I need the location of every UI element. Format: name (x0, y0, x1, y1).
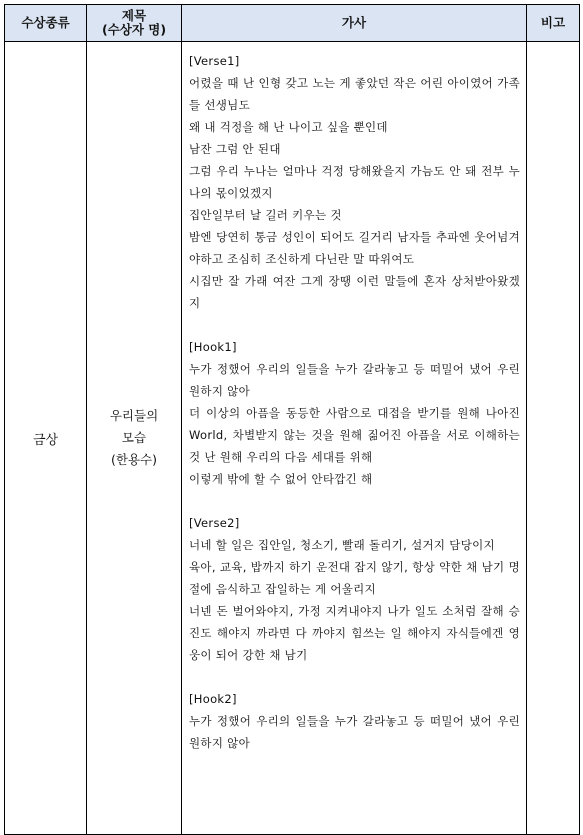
lyrics-section-hook2 (189, 688, 520, 754)
lyric-line: 집안일부터 날 길러 키우는 것 (189, 208, 342, 222)
section-label: [Verse2] (189, 516, 240, 530)
note-cell (527, 42, 580, 835)
header-title (87, 5, 182, 42)
header-winner-label: (수상자 명) (101, 22, 167, 37)
award-table (4, 4, 580, 835)
section-label: [Hook1] (189, 340, 237, 354)
award-type-cell: 금상 (5, 42, 87, 835)
table-row (5, 42, 580, 835)
lyric-line: 누가 정했어 우리의 일들을 누가 갈라놓고 등 떠밀어 냈어 우린 원하지 않아 (189, 362, 520, 398)
lyric-line: 왜 내 걱정을 해 난 나이고 싶을 뿐인데 (189, 120, 388, 134)
section-label: [Verse1] (189, 54, 240, 68)
lyrics-section-verse1 (189, 50, 520, 314)
header-title-label: 제목 (121, 8, 147, 23)
lyric-line: 이렇게 밖에 할 수 없어 안타깝긴 해 (189, 472, 373, 486)
lyric-line: 너넨 돈 벌어와야지, 가정 지켜내야지 나가 일도 소처럼 잘해 승진도 해야지 까라면 다 까야지 힘쓰는 일 해야지 자식들에겐 영웅이 되어 강한 채 남기 (189, 604, 520, 662)
lyrics-section-verse2 (189, 512, 520, 666)
lyric-line: 누가 정했어 우리의 일들을 누가 갈라놓고 등 떠밀어 냈어 우린 원하지 않아 (189, 714, 520, 750)
header-row (5, 5, 580, 42)
lyric-line: 육아, 교육, 밥까지 하기 운전대 잡지 않기, 항상 약한 채 남기 명절에 음식하고 잡일하는 게 어울리지 (189, 560, 520, 596)
song-title-line-2: 모습 (121, 430, 147, 445)
lyric-line: 그럼 우리 누나는 얼마나 걱정 당해왔을지 가늠도 안 돼 전부 누나의 몫이었겠지 (189, 164, 520, 200)
lyric-line: 남잔 그럼 안 된대 (189, 142, 281, 156)
header-award-type: 수상종류 (5, 5, 87, 42)
lyric-line: 너네 할 일은 집안일, 청소기, 빨래 돌리기, 설거지 담당이지 (189, 538, 495, 552)
song-title-line-1: 우리들의 (109, 408, 159, 423)
title-cell (87, 42, 182, 835)
winner-name: (한용수) (111, 452, 157, 467)
header-note: 비고 (527, 5, 580, 42)
lyric-line: 시집만 잘 가래 여잔 그게 장땡 이런 말들에 혼자 상처받아왔겠지 (189, 274, 520, 310)
section-label: [Hook2] (189, 692, 237, 706)
lyrics-cell (182, 42, 527, 835)
lyric-line: 더 이상의 아픔을 동등한 사람으로 대접을 받기를 원해 나아진 World, 차별받지 않는 것을 원해 짊어진 아픔을 서로 이해하는 것 난 원해 우리의 다음 세대를 위해 (189, 406, 520, 464)
lyric-line: 어렸을 때 난 인형 갖고 노는 게 좋았던 작은 어린 아이였어 가족들 선생님도 (189, 76, 520, 112)
lyrics-section-hook1 (189, 336, 520, 490)
lyric-line: 밤엔 당연히 통금 성인이 되어도 길거리 남자들 추파엔 웃어넘겨야하고 조심히 조신하게 다닌란 말 따위여도 (189, 230, 520, 266)
header-lyrics: 가사 (182, 5, 527, 42)
